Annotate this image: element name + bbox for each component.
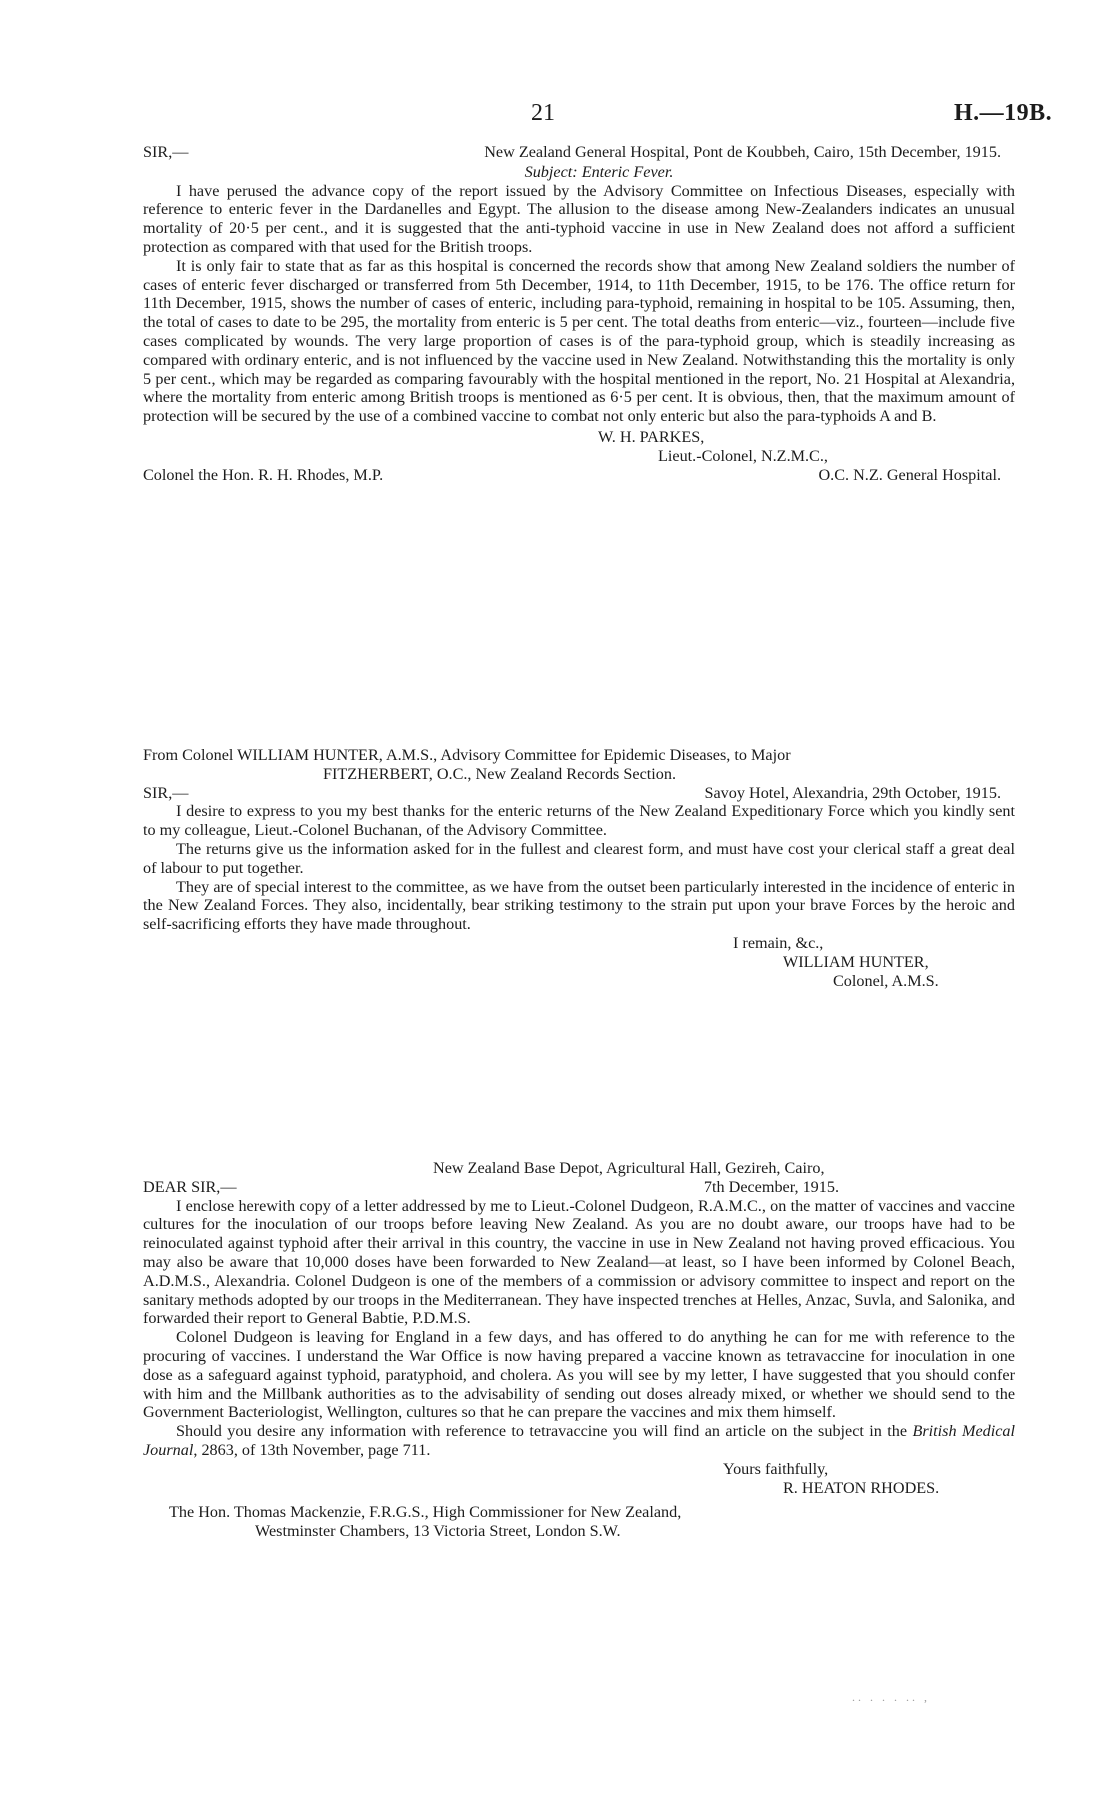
address-line: Westminster Chambers, 13 Victoria Street, London S.W. <box>255 1522 621 1541</box>
signature-name-text: W. H. PARKES, <box>598 427 705 446</box>
recipient: Colonel the Hon. R. H. Rhodes, M.P. <box>143 465 384 484</box>
heading-line: From Colonel WILLIAM HUNTER, A.M.S., Advisory Committee for Epidemic Diseases, to Major <box>143 746 791 764</box>
page-number: 21 <box>531 100 555 126</box>
letter-hunter <box>143 746 1015 990</box>
subject-line: Subject: Enteric Fever. <box>524 162 674 181</box>
paragraph-text: , 2863, of 13th November, page 711. <box>193 1440 431 1459</box>
signature-title: Colonel, A.M.S. <box>833 971 939 990</box>
signature-rank: Lieut.-Colonel, N.Z.M.C., <box>658 446 828 465</box>
signature-name-text: WILLIAM HUNTER, <box>783 952 929 971</box>
paragraph <box>143 1422 1015 1460</box>
signature-name <box>143 1479 1015 1498</box>
place-date: New Zealand General Hospital, Pont de Koubbeh, Cairo, 15th December, 1915. <box>484 143 1001 161</box>
signature-name-text: R. HEATON RHODES. <box>783 1478 940 1497</box>
salutation: DEAR SIR,— <box>143 1177 237 1196</box>
scan-speckle: .. . . . .. , <box>852 1690 930 1704</box>
letter-header-row <box>143 143 1015 162</box>
closing: I remain, &c., <box>733 933 824 952</box>
signature-name <box>143 428 1015 447</box>
letter-header-row <box>143 1178 1015 1197</box>
recipient-row <box>143 466 1015 485</box>
paragraph: I have perused the advance copy of the report issued by the Advisory Committee on Infectious Diseases, especially with reference to enteric fever in the Dardanelles and Egypt. The allusion to the disease among New-Zealanders indicates an unusual mortality of 20·5 per cent., and it is suggested that the anti-typhoid vaccine in use in New Zealand does not afford a sufficient protection as compared with that used for the British troops. <box>143 181 1015 256</box>
signature-name <box>143 953 1015 972</box>
letter-header-row <box>143 784 1015 803</box>
salutation: SIR,— <box>143 783 189 802</box>
closing: Yours faithfully, <box>723 1459 829 1478</box>
paragraph: I enclose herewith copy of a letter addressed by me to Lieut.-Colonel Dudgeon, R.A.M.C., on the matter of vaccines and vaccine cultures for the inoculation of our troops before leaving New Zealand. As you are no doubt aware, our troops have had to be reinoculated against typhoid after their arrival in this country, the vaccine in use in New Zealand not having proved efficacious. You may also be aware that 10,000 doses have been forwarded to New Zealand—at least, so I have been informed by Colonel Beach, A.D.M.S., Alexandria. Colonel Dudgeon is one of the members of a commission or advisory committee to inspect and report on the sanitary methods adopted by our troops in the Mediterranean. They have inspected trenches at Helles, Anzac, Suvla, and Salonika, and forwarded their report to General Babtie, P.D.M.S. <box>143 1196 1015 1328</box>
place-date: Savoy Hotel, Alexandria, 29th October, 1915. <box>704 783 1001 802</box>
paragraph: Colonel Dudgeon is leaving for England in a few days, and has offered to do anything he can for me with reference to the procuring of vaccines. I understand the War Office is now having prepared a vaccine known as tetravaccine for inoculation in one dose as a safeguard against typhoid, paratyphoid, and cholera. As you will see by my letter, I have suggested that you should confer with him and the Millbank authorities as to the advisability of sending out doses already mixed, or whether we should send to the Government Bacteriologist, Wellington, cultures so that he can prepare the vaccines and mix them himself. <box>143 1328 1015 1422</box>
salutation: SIR,— <box>143 143 189 161</box>
document-reference: H.—19B. <box>954 100 1053 126</box>
paragraph: It is only fair to state that as far as this hospital is concerned the records show that among New Zealand soldiers the number of cases of enteric fever discharged or transferred from 5th December, 1914, to 11th December, 1915, to be 176. The office return for 11th December, 1915, shows the number of cases of enteric, including para-typhoid, remaining in hospital to be 105. Assuming, then, the total of cases to date to be 295, the mortality from enteric is 5 per cent. The total deaths from enteric—viz., fourteen—include five cases complicated by wounds. The very large proportion of cases is of the para-typhoid group, which is steadily increasing as compared with ordinary enteric, and is not influenced by the vaccine used in New Zealand. Notwithstanding this the mortality is only 5 per cent., which may be regarded as comparing favourably with the hospital mentioned in the report, No. 21 Hospital at Alexandria, where the mortality from enteric among British troops is mentioned as 6·5 per cent. It is obvious, then, that the maximum amount of protection will be secured by the use of a combined vaccine to combat not only enteric but also the para-typhoids A and B. <box>143 256 1015 426</box>
place: New Zealand Base Depot, Agricultural Hall, Gezireh, Cairo, <box>433 1159 825 1177</box>
letter-heading <box>143 746 1015 784</box>
paragraph-text: Should you desire any information with reference to tetravaccine you will find an article on the subject in the <box>176 1422 913 1441</box>
date: 7th December, 1915. <box>703 1177 839 1196</box>
signature-title: O.C. N.Z. General Hospital. <box>818 465 1001 484</box>
letter-rhodes <box>143 1159 1015 1541</box>
letter-parkes <box>143 143 1015 484</box>
address-line: The Hon. Thomas Mackenzie, F.R.G.S., High Commissioner for New Zealand, <box>169 1503 682 1522</box>
paragraph: The returns give us the information asked for in the fullest and clearest form, and must have cost your clerical staff a great deal of labour to put together. <box>143 839 1015 877</box>
paragraph: They are of special interest to the committee, as we have from the outset been particularly interested in the incidence of enteric in the New Zealand Forces. They also, incidentally, bear striking testimony to the strain put upon your brave Forces by the heroic and self-sacrificing efforts they have made throughout. <box>143 877 1015 934</box>
journal-title: British Medical Journal <box>143 1422 1015 1459</box>
paragraph: I desire to express to you my best thanks for the enteric returns of the New Zealand Expeditionary Force which you kindly sent to my colleague, Lieut.-Colonel Buchanan, of the Advisory Committee. <box>143 802 1015 840</box>
heading-line: FITZHERBERT, O.C., New Zealand Records Section. <box>323 764 676 783</box>
